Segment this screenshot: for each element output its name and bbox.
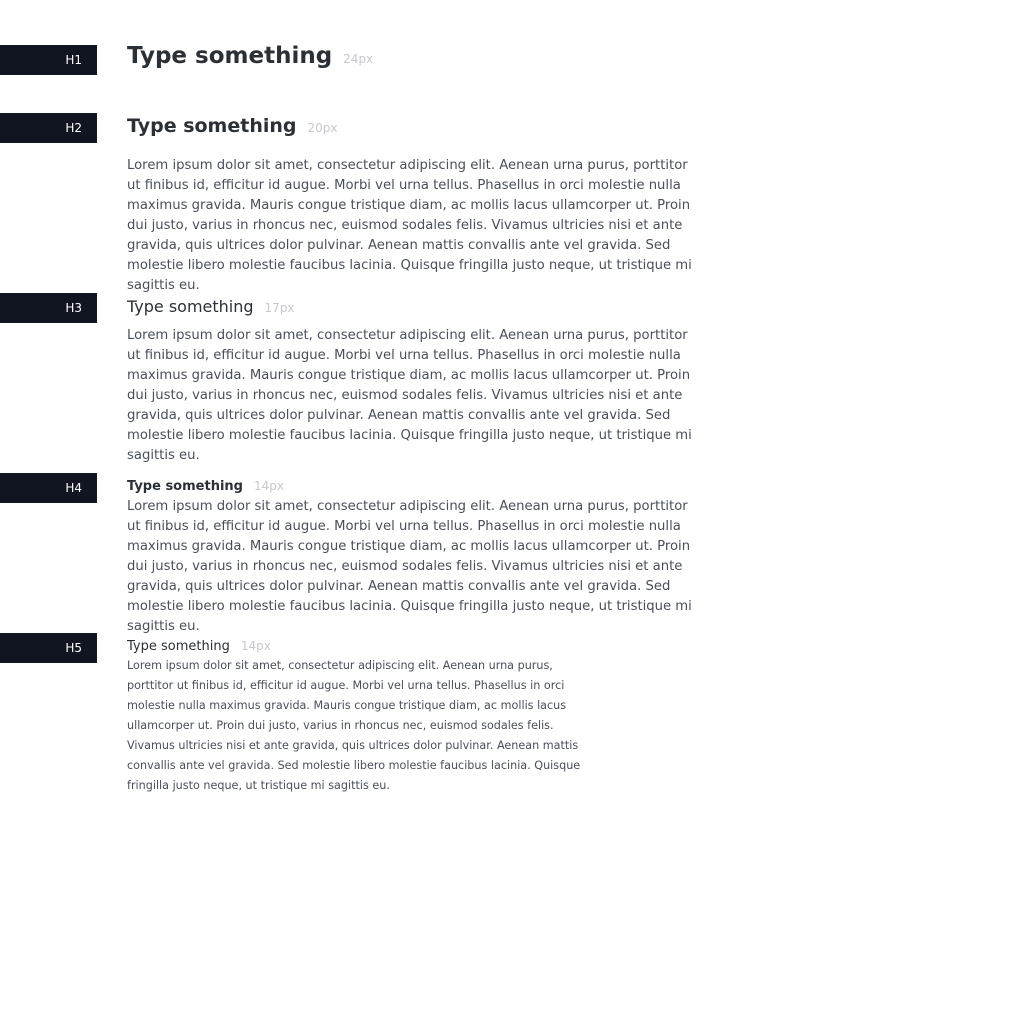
section-content [127, 479, 692, 637]
body-paragraph: Lorem ipsum dolor sit amet, consectetur adipiscing elit. Aenean urna purus, porttitor ut finibus id, efficitur id augue. Morbi vel urna tellus. Phasellus in orci molestie nulla maximus gravida. Mauris congue tristique diam, ac mollis lacus ullamcorper ut. Proin dui justo, varius in rhoncus nec, euismod sodales felis. Vivamus ultricies nisi et ante gravida, quis ultrices dolor pulvinar. Aenean mattis convallis ante vel gravida. Sed molestie libero molestie faucibus lacinia. Quisque fringilla justo neque, ut tristique mi sagittis eu. [127, 328, 692, 463]
font-size-label: 17px [264, 301, 295, 315]
heading-text: Type something [127, 639, 230, 654]
heading-text: Type something [127, 115, 297, 137]
heading-level-badge: H3 [0, 293, 97, 323]
section-content [127, 115, 692, 296]
section-content [127, 297, 692, 466]
body-paragraph: Lorem ipsum dolor sit amet, consectetur adipiscing elit. Aenean urna purus, porttitor ut finibus id, efficitur id augue. Morbi vel urna tellus. Phasellus in orci molestie nulla maximus gravida. Mauris congue tristique diam, ac mollis lacus ullamcorper ut. Proin dui justo, varius in rhoncus nec, euismod sodales felis. Vivamus ultricies nisi et ante gravida, quis ultrices dolor pulvinar. Aenean mattis convallis ante vel gravida. Sed molestie libero molestie faucibus lacinia. Quisque fringilla justo neque, ut tristique mi sagittis eu. [127, 659, 581, 792]
heading-row [127, 639, 692, 654]
section-h1 [0, 45, 1024, 75]
section-content [127, 43, 692, 69]
heading-level-badge: H5 [0, 633, 97, 663]
heading-row [127, 297, 692, 316]
section-content [127, 639, 692, 796]
heading-level-badge: H4 [0, 473, 97, 503]
heading-level-badge: H1 [0, 45, 97, 75]
heading-row [127, 115, 692, 137]
heading-level-badge: H2 [0, 113, 97, 143]
body-paragraph: Lorem ipsum dolor sit amet, consectetur adipiscing elit. Aenean urna purus, porttitor ut finibus id, efficitur id augue. Morbi vel urna tellus. Phasellus in orci molestie nulla maximus gravida. Mauris congue tristique diam, ac mollis lacus ullamcorper ut. Proin dui justo, varius in rhoncus nec, euismod sodales felis. Vivamus ultricies nisi et ante gravida, quis ultrices dolor pulvinar. Aenean mattis convallis ante vel gravida. Sed molestie libero molestie faucibus lacinia. Quisque fringilla justo neque, ut tristique mi sagittis eu. [127, 158, 692, 293]
heading-row [127, 43, 692, 69]
heading-row [127, 479, 692, 494]
heading-text: Type something [127, 43, 333, 69]
heading-text: Type something [127, 297, 254, 316]
font-size-label: 20px [307, 121, 338, 135]
font-size-label: 14px [253, 479, 284, 493]
heading-text: Type something [127, 479, 243, 494]
font-size-label: 24px [343, 52, 374, 66]
body-paragraph: Lorem ipsum dolor sit amet, consectetur adipiscing elit. Aenean urna purus, porttitor ut finibus id, efficitur id augue. Morbi vel urna tellus. Phasellus in orci molestie nulla maximus gravida. Mauris congue tristique diam, ac mollis lacus ullamcorper ut. Proin dui justo, varius in rhoncus nec, euismod sodales felis. Vivamus ultricies nisi et ante gravida, quis ultrices dolor pulvinar. Aenean mattis convallis ante vel gravida. Sed molestie libero molestie faucibus lacinia. Quisque fringilla justo neque, ut tristique mi sagittis eu. [127, 499, 692, 634]
font-size-label: 14px [240, 639, 271, 653]
